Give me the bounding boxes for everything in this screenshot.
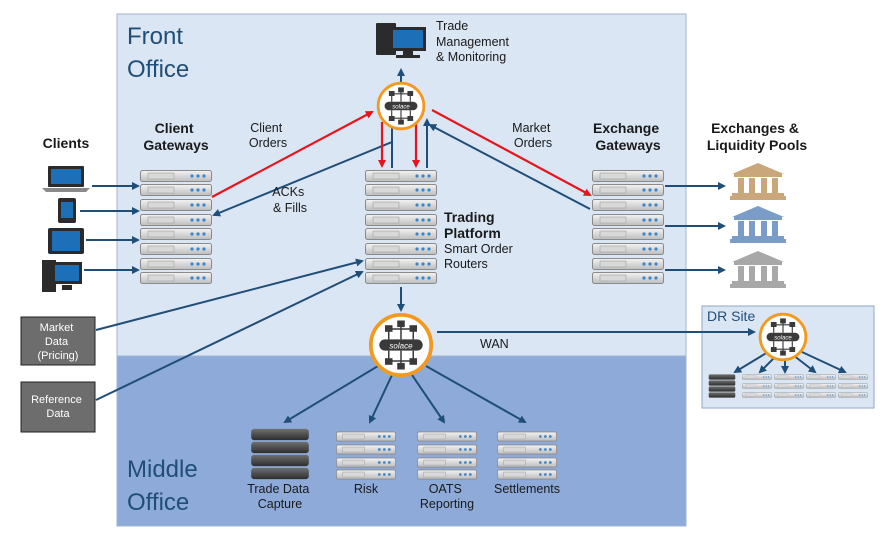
desktop-icon	[42, 260, 82, 292]
smartphone-icon	[58, 198, 76, 223]
message-router-middle-icon	[371, 315, 431, 375]
market-orders-label: Market Orders	[512, 121, 553, 150]
exchange-bank-icon	[730, 206, 786, 243]
message-router-top-icon	[378, 83, 424, 129]
wan-label: WAN	[480, 337, 509, 351]
reference-data-label: Reference Data	[31, 394, 82, 420]
market-data-label: Market Data (Pricing)	[37, 322, 79, 362]
risk-label: Risk	[353, 482, 379, 496]
settlements-label: Settlements	[493, 482, 561, 496]
exchange-bank-icon	[730, 163, 786, 200]
middle-office-label: Middle Office	[127, 456, 198, 516]
trading-platform-label: Trading Platform	[444, 209, 501, 241]
oats-reporting-label: OATS Reporting	[419, 482, 475, 511]
laptop-icon	[42, 166, 90, 192]
dr-site-label: DR Site	[707, 308, 756, 324]
middle-office-zone	[117, 356, 686, 526]
exchanges-liquidity-label: Exchanges & Liquidity Pools	[706, 120, 808, 153]
client-orders-label: Client Orders	[248, 121, 288, 150]
acks-fills-label: ACKs & Fills	[272, 185, 308, 215]
clients-label: Clients	[42, 135, 90, 151]
tablet-icon	[48, 228, 84, 254]
trade-data-capture-label: Trade Data Capture	[247, 482, 310, 511]
exchange-bank-icon	[730, 251, 786, 288]
reference-data-box	[21, 382, 95, 432]
front-office-label: Front Office	[127, 23, 190, 83]
trade-management-label: Trade Management & Monitoring	[436, 19, 509, 64]
message-router-dr-icon	[760, 314, 806, 360]
smart-order-routers-label: Smart Order Routers	[444, 242, 513, 271]
client-gateways-label: Client Gateways	[143, 120, 209, 153]
exchange-gateways-label: Exchange Gateways	[592, 120, 661, 153]
